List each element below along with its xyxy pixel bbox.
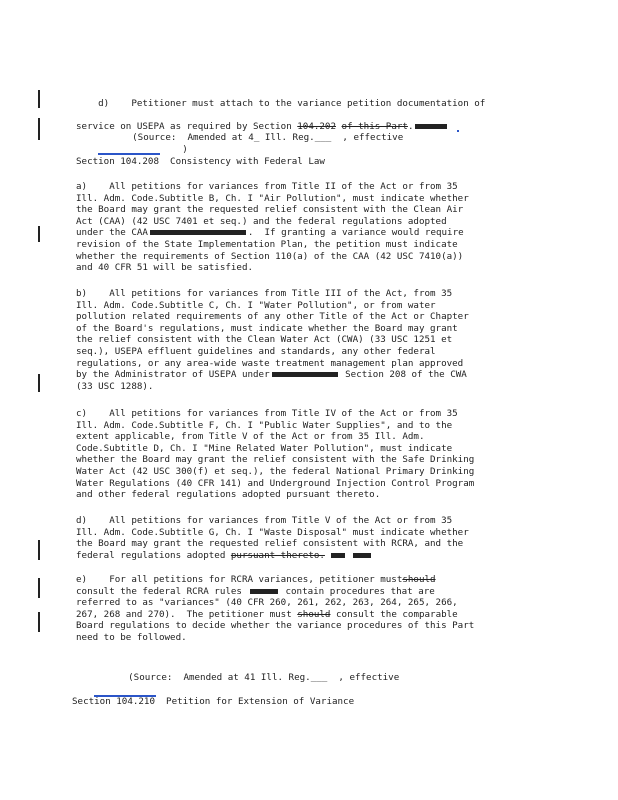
change-bar — [38, 118, 40, 140]
source-note-prefix: (Source: Amended at 4_ Ill. Reg. — [132, 131, 315, 143]
close-paren: ) — [182, 143, 188, 155]
insertion-line — [98, 153, 160, 155]
paragraph-text: b) All petitions for variances from Title III of the Act, from 35 Ill. Adm. Code.Subtitle C, Ch. I "Water Pollution", or from water pollution related requirements of any other Title of the Act or Chapter of the Board's regulations, must indicate whether the Board may grant the relief consistent with the Clean Water Act (CWA) (33 USC 1251 et seq.), USEPA effluent guidelines and standards, any other federal regulations, or any area-wide waste treatment management plan approved by the Administrator of USEPA under — [76, 288, 469, 381]
punctuation: . — [407, 120, 414, 132]
paragraph-text: . If granting a variance would require revision of the State Implementation Plan, the petition must indicate whether the requirements of Section 110(a) of the CAA (42 USC 7410(a)) and 40 CFR 51 will be satisfied. — [76, 227, 464, 274]
paragraph-text: Section 208 of the CWA (33 USC 1288). — [76, 369, 467, 392]
change-bar — [38, 578, 40, 598]
paragraph-text: e) For all petitions for RCRA variances, petitioner must — [76, 574, 403, 585]
source-note-prefix: (Source: Amended at 41 Ill. Reg. — [128, 671, 311, 683]
struck-text: should — [297, 608, 331, 620]
paragraph-c — [76, 408, 536, 501]
redaction-mark — [272, 372, 338, 377]
change-bar — [38, 612, 40, 632]
paragraph-text: consult the comparable Board regulations to decide whether the variance procedures of this Part need to be followed. — [76, 608, 475, 643]
paragraph-text: a) All petitions for variances from Title II of the Act or from 35 Ill. Adm. Code.Subtitle B, Ch. I "Air Pollution", must indicate whether the Board may grant the requested relief consistent with the Clean Air Act (CAA) (42 USC 7401 et seq.) and the federal regulations adopted under the CAA — [76, 181, 469, 239]
change-bar — [38, 374, 40, 392]
paragraph-a — [76, 181, 536, 274]
paragraph-b — [76, 288, 536, 392]
source-note-suffix: , effective — [338, 671, 400, 683]
redaction-mark — [250, 589, 278, 594]
struck-text: should — [402, 574, 436, 585]
para-line-prefix: service on USEPA as required by Section — [76, 120, 298, 132]
section-heading: Section 104.210 Petition for Extension of Variance — [72, 696, 355, 707]
paragraph-text: c) All petitions for variances from Title IV of the Act or from 35 Ill. Adm. Code.Subtitle F, Ch. I "Public Water Supplies", and to the extent applicable, from Title V of the Act or from 35 Ill. Adm. Code.Subtitle D, Ch. I "Mine Related Water Pollution", must indicate whether the Board may grant the relief consistent with the Safe Drinking Water Act (42 USC 300(f) et seq.), the federal National Primary Drinking Water Regulations (40 CFR 141) and Underground Injection Control Program and other federal regulations adopted pursuant thereto. — [76, 408, 475, 501]
struck-text: 104.202 — [297, 120, 336, 132]
struck-text: pursuant thereto. — [230, 549, 325, 561]
struck-text: of this Part — [341, 120, 408, 132]
change-bar — [38, 90, 40, 108]
change-bar — [38, 226, 40, 242]
paragraph-text: consult the federal RCRA rules — [76, 585, 242, 597]
source-note-blank: ___ — [314, 131, 332, 143]
redaction-mark — [331, 553, 345, 558]
source-note-blank: ___ — [310, 671, 328, 683]
change-bar — [38, 540, 40, 560]
paragraph-e — [76, 574, 536, 644]
source-note-suffix: , effective — [342, 131, 404, 143]
paragraph-d — [76, 515, 536, 561]
para-line: d) Petitioner must attach to the variance petition documentation of — [98, 97, 486, 109]
paragraph-text: d) All petitions for variances from Title V of the Act or from 35 Ill. Adm. Code.Subtitle G, Ch. I "Waste Disposal" must indicate whether the Board may grant the requested relief consistent with RCRA, and the federal regulations adopted — [76, 515, 469, 561]
redaction-mark — [353, 553, 371, 558]
section-heading: Section 104.208 Consistency with Federal Law — [76, 156, 325, 167]
paragraph-text: contain procedures that are referred to as "variances" (40 CFR 260, 261, 262, 263, 264, 265, 266, 267, 268 and 270). The petitioner must — [76, 585, 458, 620]
redaction-mark — [150, 230, 246, 235]
